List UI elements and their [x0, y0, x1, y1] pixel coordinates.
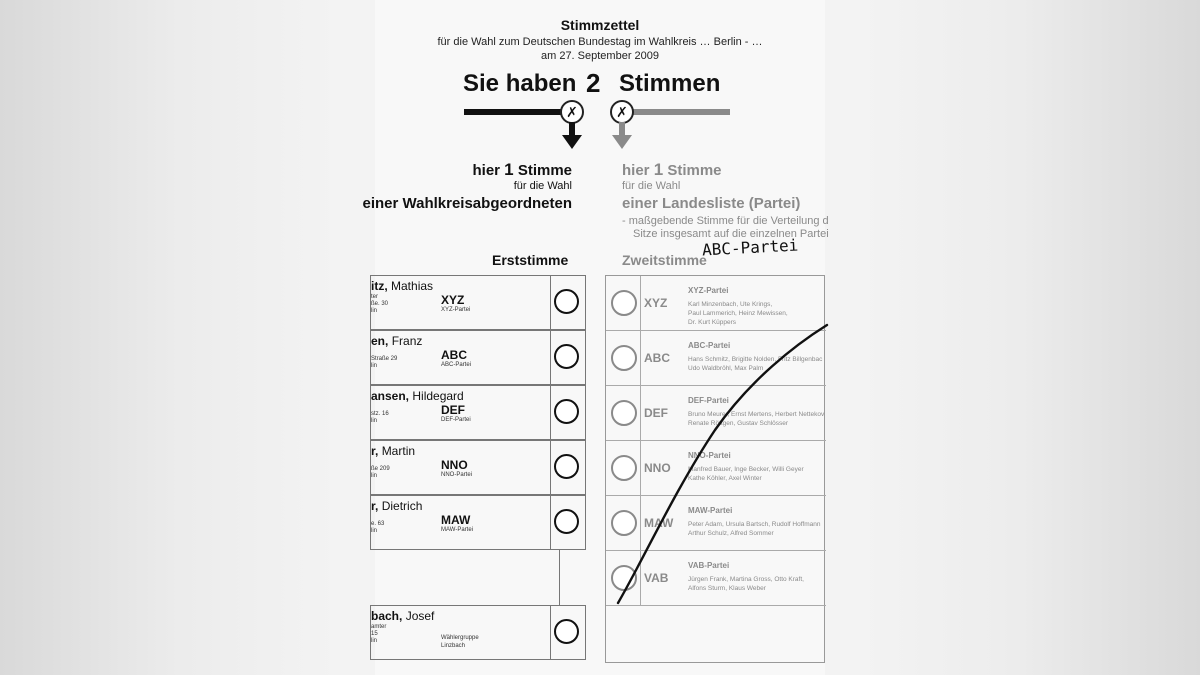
cross-mark-icon: ✗ [560, 100, 584, 124]
party-row: NNO NNO-Partei Manfred Bauer, Inge Becker, Willi Geyer Kathe Köhler, Axel Winter [606, 441, 826, 496]
first-vote-column-header: Erststimme [492, 252, 569, 268]
party-row: XYZ XYZ-Partei Karl Minzenbach, Ute Krings, Paul Lammerich, Heinz Mewissen, Dr. Kurt Küppers [606, 276, 826, 331]
party-name: MAW-Partei [441, 527, 474, 533]
party-row: ABC ABC-Partei Hans Schmitz, Brigitte Nolden, Fritz Billgenbac Udo Waldbröhl, Max Palm [606, 331, 826, 386]
party-name: Linzbach [441, 643, 466, 649]
second-vote-line2: für die Wahl [622, 180, 681, 192]
ballot-subtitle-line2: am 27. September 2009 [540, 50, 660, 62]
headline-number: 2 [586, 68, 601, 98]
party-abbr: NNO [441, 458, 468, 472]
second-vote-note-line2: Sitze insgesamt auf die einzelnen Partei [633, 228, 829, 240]
candidate-row: r, Dietrich e. 63 lin MAW MAW-Partei [370, 495, 560, 550]
second-vote-column-header: Zweitstimme [622, 252, 707, 268]
party-name: Wählergruppe [441, 635, 479, 641]
party-row: VAB VAB-Partei Jürgen Frank, Martina Gross, Otto Kraft, Alfons Sturm, Klaus Weber [606, 551, 826, 606]
ballot-subtitle-line1: für die Wahl zum Deutschen Bundestag im Wahlkreis … Berlin - … [437, 36, 763, 48]
party-abbr: DEF [441, 403, 465, 417]
party-abbr: XYZ [441, 293, 465, 307]
handwritten-note: ABC-Partei [701, 235, 799, 260]
candidate-row: itz, Mathias ter ße. 30 lin XYZ XYZ-Partei [370, 275, 560, 330]
party-abbr: MAW [441, 513, 471, 527]
party-name: NNO-Partei [441, 472, 473, 478]
party-abbr: ABC [441, 348, 467, 362]
candidate-row: ansen, Hildegard stz. 16 lin DEF DEF-Partei [370, 385, 560, 440]
second-vote-note-line1: - maßgebende Stimme für die Verteilung d [622, 215, 829, 227]
ballot-paper [362, 0, 829, 675]
second-vote-heading: hier 1 Stimme [622, 160, 722, 179]
first-vote-line2: für die Wahl [513, 180, 572, 192]
second-vote-line3: einer Landesliste (Partei) [622, 195, 801, 212]
headline-left: Sie haben [463, 70, 577, 97]
candidate-row: en, Franz Straße 29 lin ABC ABC-Partei [370, 330, 560, 385]
party-name: ABC-Partei [441, 362, 472, 368]
party-row: MAW MAW-Partei Peter Adam, Ursula Bartsch, Rudolf Hoffmann Arthur Schulz, Alfred Sommer [606, 496, 826, 551]
first-vote-line3: einer Wahlkreisabgeordneten [362, 195, 572, 212]
cross-mark-icon: ✗ [610, 100, 634, 124]
party-name: XYZ-Partei [441, 307, 471, 313]
first-vote-heading: hier 1 Stimme [472, 160, 572, 179]
headline-right: Stimmen [619, 70, 721, 97]
party-row: DEF DEF-Partei Bruno Meurer, Ernst Mertens, Herbert Nettekov Renate Röttgen, Gustav Schlösser [606, 386, 826, 441]
ballot-title: Stimmzettel [560, 17, 640, 33]
candidate-row: bach, Josef amter 15 lin Wählergruppe Linzbach [370, 605, 560, 660]
pen-stroke [375, 0, 825, 675]
party-name: DEF-Partei [441, 417, 471, 423]
candidate-row: r, Martin ße 209 lin NNO NNO-Partei [370, 440, 560, 495]
